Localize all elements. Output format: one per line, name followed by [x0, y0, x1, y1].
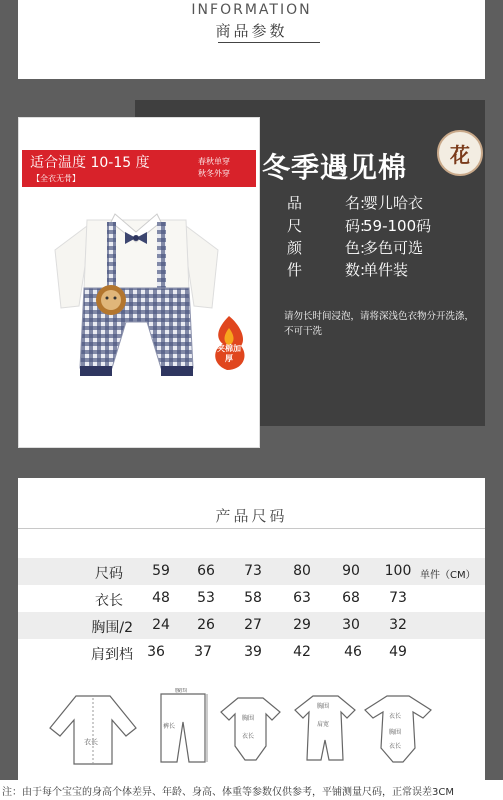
spec-label-a: 颜 — [287, 239, 303, 257]
size-header-cell: 90 — [342, 563, 360, 579]
size-cell: 68 — [342, 590, 360, 606]
size-cell: 30 — [342, 617, 360, 633]
size-header-cell: 73 — [244, 563, 262, 579]
spec-label-b: 码: — [345, 217, 366, 235]
size-title: 产品尺码 — [215, 507, 288, 525]
size-cell: 26 — [197, 617, 215, 633]
diagram-label: 衣长 — [242, 733, 255, 740]
size-cell: 39 — [244, 644, 262, 660]
spec-row-count — [287, 259, 487, 281]
boneless-label: 【全衣无骨】 — [32, 174, 80, 183]
short-romper-diagram — [293, 688, 358, 768]
gown-romper-diagram — [363, 688, 433, 768]
spec-label-a: 品 — [287, 194, 303, 212]
size-cell: 53 — [197, 590, 215, 606]
size-row-label: 肩到档 — [91, 647, 133, 663]
product-photo-card — [18, 117, 260, 448]
diagram-label: 胸围 — [242, 715, 255, 722]
jacket-diagram — [48, 688, 138, 768]
pants-diagram — [153, 688, 213, 768]
unit-label: 单件（CM） — [420, 570, 476, 581]
spec-label-a: 尺 — [287, 217, 303, 235]
temperature-label: 适合温度 10-15 度 — [30, 155, 150, 171]
size-header-cell: 100 — [384, 563, 412, 579]
diagram-label: 胸围 — [389, 729, 402, 736]
season-label-2: 秋冬外穿 — [198, 169, 230, 178]
footnote-text: 注：由于每个宝宝的身高个体差异、年龄、身高、体重等参数仅供参考，平铺测量尺码，正常误差3CM — [2, 787, 454, 798]
info-divider — [218, 42, 320, 43]
flower-badge-text: 花 — [450, 143, 470, 167]
size-card — [18, 478, 485, 800]
spec-label-b: 数: — [345, 261, 366, 279]
info-title-cn: 商品参数 — [215, 22, 288, 40]
size-cell: 42 — [293, 644, 311, 660]
diagram-label: 腰围 — [175, 688, 188, 694]
size-header-row — [18, 558, 485, 585]
spec-label-a: 件 — [287, 261, 303, 279]
size-cell: 29 — [293, 617, 311, 633]
size-cell: 36 — [147, 644, 165, 660]
slogan-title: 冬季遇见棉 — [262, 151, 408, 184]
size-cell: 58 — [244, 590, 262, 606]
size-row-length — [18, 585, 485, 612]
size-cell: 48 — [152, 590, 170, 606]
spec-label-b: 名: — [345, 194, 366, 212]
measurement-diagrams — [18, 688, 485, 773]
info-card — [18, 0, 485, 79]
season-label-1: 春秋单穿 — [198, 157, 230, 166]
diagram-label: 衣长 — [84, 738, 98, 746]
spec-row-name — [287, 192, 487, 214]
size-header-cell: 59 — [152, 563, 170, 579]
size-row-chest — [18, 612, 485, 639]
flower-badge — [437, 130, 483, 176]
size-divider — [18, 528, 485, 529]
size-cell: 46 — [344, 644, 362, 660]
spec-label-b: 色: — [345, 239, 366, 257]
diagram-label: 裤长 — [163, 723, 176, 730]
spec-value: 单件装 — [363, 261, 409, 279]
spec-value: 59-100码 — [363, 217, 432, 235]
footnote-bar — [0, 780, 503, 800]
size-cell: 37 — [194, 644, 212, 660]
spec-value: 多色可选 — [363, 239, 424, 257]
size-cell: 63 — [293, 590, 311, 606]
spec-value: 婴儿哈衣 — [363, 194, 424, 212]
size-cell: 73 — [389, 590, 407, 606]
diagram-label: 衣长 — [389, 743, 402, 750]
size-header-cell: 80 — [293, 563, 311, 579]
size-cell: 32 — [389, 617, 407, 633]
size-row-shoulder-crotch — [18, 639, 485, 666]
care-instructions: 请勿长时间浸泡，请将深浅色衣物分开洗涤，不可干洗 — [284, 311, 475, 337]
size-header-cell: 66 — [197, 563, 215, 579]
spec-row-color — [287, 237, 487, 259]
info-title-en: INFORMATION — [191, 2, 312, 18]
diagram-label: 胸围 — [317, 703, 330, 710]
romper-image — [49, 198, 224, 388]
size-row-label: 衣长 — [95, 593, 123, 609]
diagram-label: 衣长 — [389, 713, 402, 720]
bodysuit-diagram — [218, 688, 283, 768]
size-header-label: 尺码 — [95, 566, 123, 582]
diagram-label: 肩宽 — [317, 721, 330, 728]
spec-row-size — [287, 215, 487, 237]
padded-thick-label: 夹棉加厚 — [217, 344, 241, 363]
temperature-banner — [22, 150, 256, 187]
size-cell: 49 — [389, 644, 407, 660]
size-cell: 24 — [152, 617, 170, 633]
size-row-label: 胸围/2 — [91, 620, 133, 636]
size-cell: 27 — [244, 617, 262, 633]
